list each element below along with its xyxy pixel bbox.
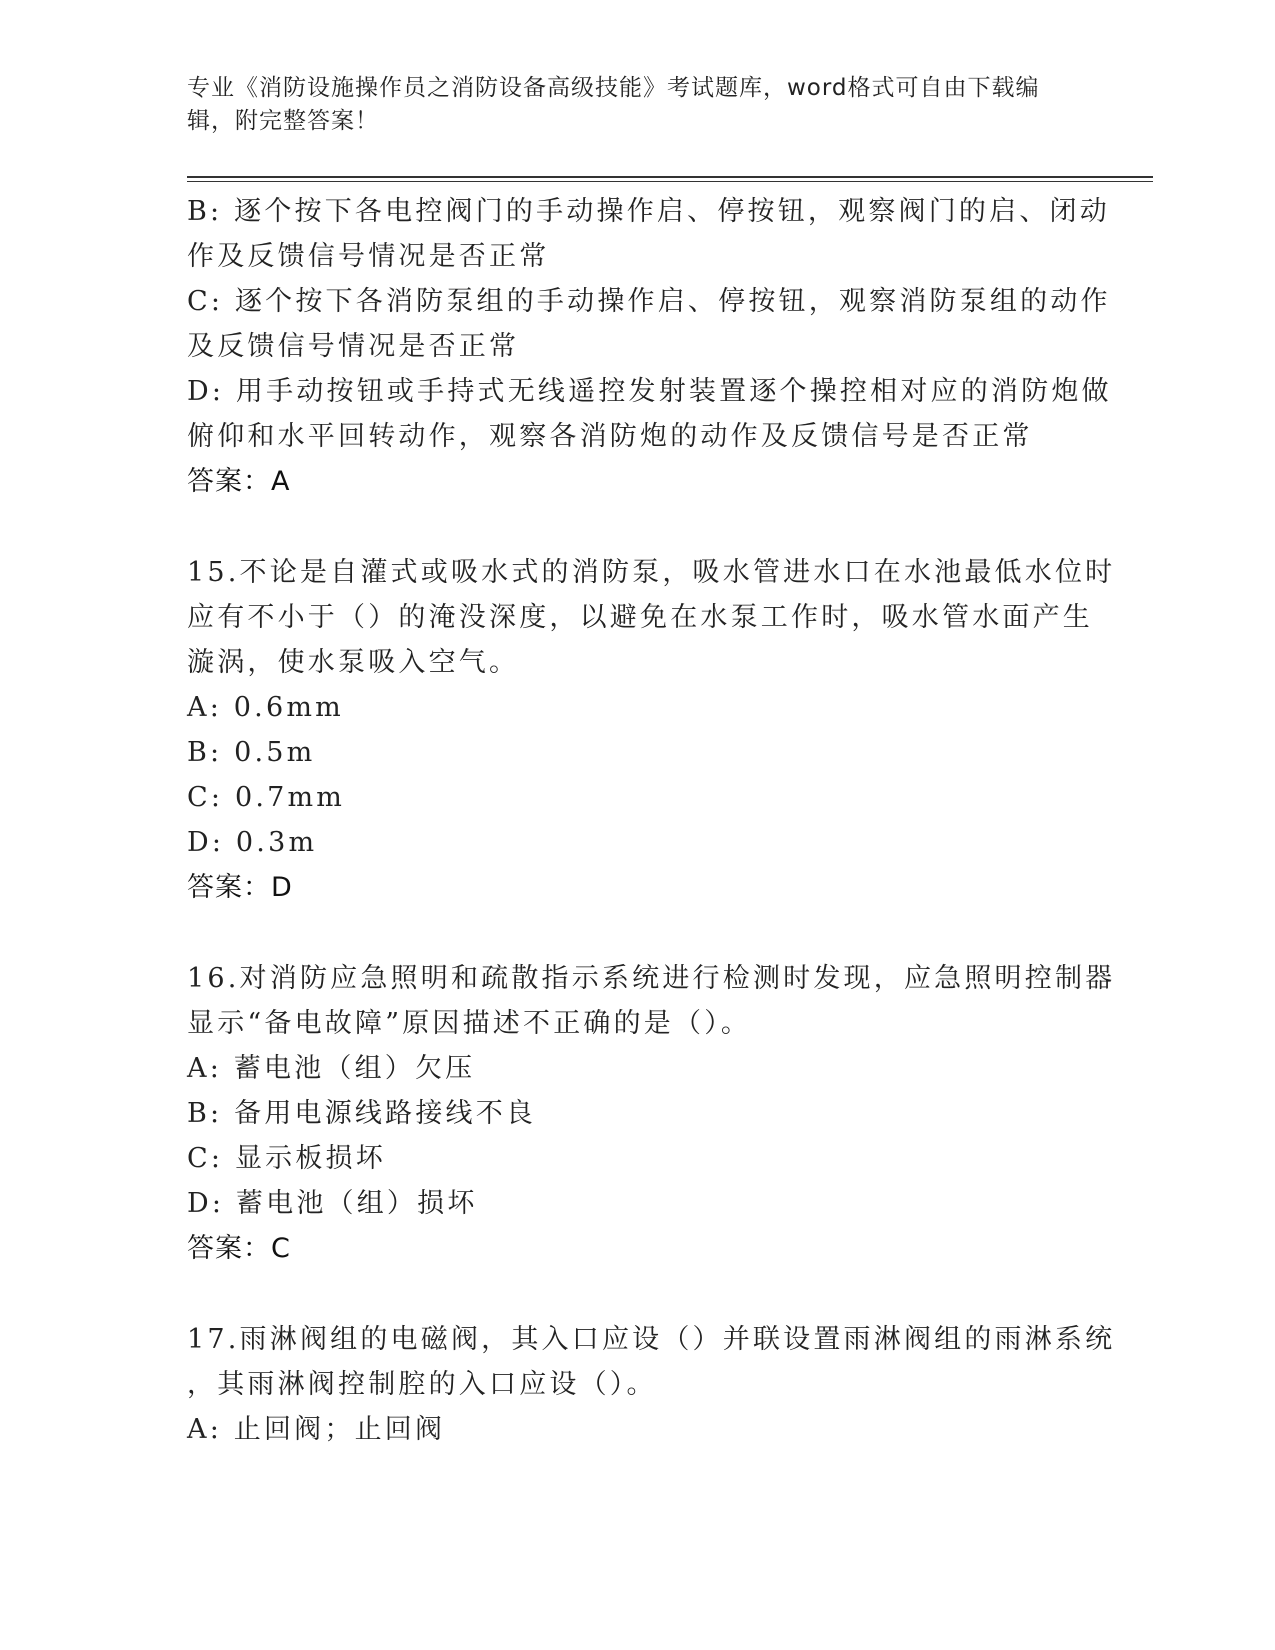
spacer [187, 910, 1087, 956]
option-line: C: 逐个按下各消防泵组的手动操作启、停按钮，观察消防泵组的动作 [187, 286, 1111, 317]
document-header [187, 72, 1067, 138]
option-line: B: 逐个按下各电控阀门的手动操作启、停按钮，观察阀门的启、闭动 [187, 196, 1110, 227]
header-rule-thin [187, 181, 1153, 182]
option-d: D: 0.3m [187, 827, 318, 858]
option-a: A: 0.6mm [187, 692, 344, 723]
answer-line: 答案：C [187, 1233, 291, 1264]
option-line: 作及反馈信号情况是否正常 [187, 241, 550, 272]
header-line-2: 辑，附完整答案！ [187, 108, 379, 134]
question-content [187, 189, 1116, 1452]
header-line-1: 专业《消防设施操作员之消防设备高级技能》考试题库，word格式可自由下载编 [187, 75, 1040, 101]
option-line: D: 用手动按钮或手持式无线遥控发射装置逐个操控相对应的消防炮做 [187, 376, 1112, 407]
spacer [187, 1271, 1087, 1317]
option-c: C: 0.7mm [187, 782, 346, 813]
option-line: 及反馈信号情况是否正常 [187, 331, 520, 362]
spacer [187, 504, 1087, 550]
option-d: D: 蓄电池（组）损坏 [187, 1188, 478, 1219]
answer-line: 答案：D [187, 872, 293, 903]
question-16 [187, 956, 1116, 1271]
option-c: C: 显示板损坏 [187, 1143, 386, 1174]
question-text-line: 应有不小于（）的淹没深度，以避免在水泵工作时，吸水管水面产生 [187, 602, 1093, 633]
answer-line: 答案：A [187, 466, 291, 497]
option-b: B: 0.5m [187, 737, 316, 768]
question-15 [187, 550, 1116, 910]
question-17 [187, 1317, 1116, 1452]
option-b: B: 备用电源线路接线不良 [187, 1098, 537, 1129]
question-text-line: 17.雨淋阀组的电磁阀，其入口应设（）并联设置雨淋阀组的雨淋系统 [187, 1324, 1116, 1355]
question-text-line: 16.对消防应急照明和疏散指示系统进行检测时发现，应急照明控制器 [187, 963, 1116, 994]
option-a: A: 止回阀；止回阀 [187, 1414, 446, 1445]
question-text-line: ，其雨淋阀控制腔的入口应设（）。 [187, 1369, 657, 1400]
question-14-continued [187, 189, 1112, 504]
option-line: 俯仰和水平回转动作，观察各消防炮的动作及反馈信号是否正常 [187, 421, 1033, 452]
option-a: A: 蓄电池（组）欠压 [187, 1053, 476, 1084]
question-text-line: 15.不论是自灌式或吸水式的消防泵，吸水管进水口在水池最低水位时 [187, 557, 1116, 588]
header-rule-thick [187, 176, 1153, 178]
question-text-line: 漩涡，使水泵吸入空气。 [187, 647, 520, 678]
question-text-line: 显示“备电故障”原因描述不正确的是（）。 [187, 1008, 752, 1039]
